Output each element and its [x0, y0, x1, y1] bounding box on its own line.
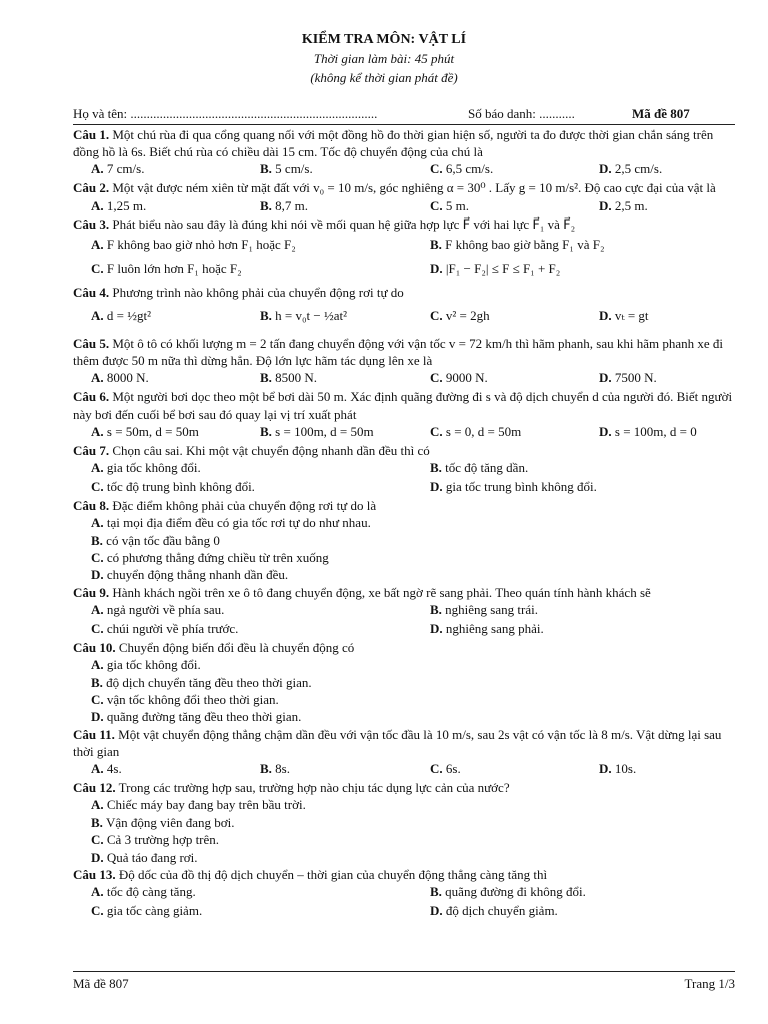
question-stem: Độ dốc của đồ thị độ dịch chuyển – thời gian của chuyển động thẳng càng tăng thì — [118, 866, 548, 882]
option-b: B. F không bao giờ bằng F₁ và F₂ — [430, 236, 605, 252]
option-c: C. có phương thẳng đứng chiều từ trên xuống — [91, 550, 329, 566]
question-stem: Một vật chuyển động thẳng chậm dần đều với vận tốc đầu là 10 m/s, sau 2s vật có vận tốc là 8 m/s. Vật dừng lại sau thời gian — [73, 726, 722, 759]
option-b: B. 8,7 m. — [260, 197, 309, 213]
option-a: A. F không bao giờ nhỏ hơn F₁ hoặc F₂ — [91, 236, 296, 252]
question-label: Câu 9. — [73, 584, 110, 600]
option-c: C. vận tốc không đổi theo thời gian. — [91, 691, 279, 707]
option-b: B. quãng đường đi không đổi. — [430, 884, 586, 900]
option-b: B. 8500 N. — [260, 370, 318, 386]
option-b: B. tốc độ tăng dần. — [430, 460, 529, 476]
option-a: A. s = 50m, d = 50m — [91, 423, 199, 439]
question-stem: Một ô tô có khối lượng m = 2 tấn đang chuyển động với vận tốc v = 72 km/h thì hãm phanh, sau khi hãm phanh xe đi thêm được 50 m nữa thì dừng hẳn. Độ lớn lực hãm tác dụng lên xe là — [73, 336, 724, 369]
option-a: A. ngả người về phía sau. — [91, 602, 225, 617]
student-name-field: Họ và tên: ............................................................................ — [73, 106, 378, 121]
question-label: Câu 6. — [73, 389, 110, 405]
question-stem: Đặc điểm không phải của chuyển động rơi tự do là — [112, 498, 377, 514]
exam-duration: Thời gian làm bài: 45 phút — [313, 51, 455, 66]
option-a: A. Chiếc máy bay đang bay trên bầu trời. — [91, 797, 306, 813]
question-stem: Trong các trường hợp sau, trường hợp nào chịu tác dụng lực cản của nước? — [118, 780, 510, 796]
options-row — [73, 369, 735, 388]
option-b: B. độ dịch chuyển tăng đều theo thời gian. — [91, 674, 312, 690]
page-number: Trang 1/3 — [684, 976, 735, 991]
exam-duration-note: (không kể thời gian phát đề) — [310, 70, 458, 85]
question-label: Câu 13. — [73, 866, 116, 882]
options-row — [73, 160, 735, 179]
question-label: Câu 11. — [73, 726, 115, 742]
option-c: C. s = 0, d = 50m — [430, 423, 522, 439]
option-b: B. s = 100m, d = 50m — [260, 423, 374, 439]
option-d: D. |F₁ − F₂| ≤ F ≤ F₁ + F₂ — [430, 260, 561, 276]
option-d: D. 10s. — [599, 761, 637, 777]
student-info-row — [73, 106, 735, 124]
option-c: C. tốc độ trung bình không đổi. — [91, 479, 255, 495]
question-stem: Hành khách ngồi trên xe ô tô đang chuyển động, xe bất ngờ rẽ sang phải. Theo quán tính hành khách sẽ — [112, 584, 651, 600]
question-stem: Một chú rùa đi qua cổng quang nối với một đồng hồ đo thời gian hiện số, người ta đo được thời gian chắn sáng trên đồng hồ là 6s. Biết chú rùa có chiều dài 15 cm. Tốc độ chuyển động của chú là — [73, 127, 714, 160]
option-d: D. Quả táo đang rơi. — [91, 849, 198, 865]
student-id-field: Số báo danh: ........... — [468, 106, 575, 121]
question-3 — [73, 216, 735, 233]
option-c: C. v² = 2gh — [430, 308, 490, 324]
question-label: Câu 10. — [73, 640, 116, 655]
option-c: C. F luôn lớn hơn F₁ hoặc F₂ — [91, 260, 242, 276]
option-d: D. 2,5 cm/s. — [599, 161, 663, 177]
option-a: A. 7 cm/s. — [91, 161, 145, 177]
option-b: B. 8s. — [260, 761, 290, 777]
option-b: B. h = v₀t − ½at² — [260, 308, 348, 324]
option-d: D. 2,5 m. — [599, 197, 648, 213]
options-row — [73, 760, 735, 779]
question-stem: Một vật được ném xiên từ mặt đất với v₀ = 10 m/s, góc nghiêng α = 30⁰ . Lấy g = 10 m/s². Độ cao cực đại của vật là — [112, 180, 716, 196]
question-label: Câu 7. — [73, 442, 110, 458]
question-label: Câu 12. — [73, 780, 116, 796]
question-label: Câu 1. — [73, 127, 110, 142]
option-a: A. gia tốc không đổi. — [91, 657, 201, 673]
option-b: B. nghiêng sang trái. — [430, 602, 538, 617]
option-c: C. gia tốc càng giảm. — [91, 903, 203, 919]
options-row — [73, 307, 735, 335]
question-stem: Chọn câu sai. Khi một vật chuyển động nhanh dần đều thì có — [112, 442, 430, 458]
option-c: C. 9000 N. — [430, 370, 488, 386]
question-10 — [73, 639, 735, 656]
option-a: A. 4s. — [91, 761, 122, 777]
option-d: D. chuyển động thẳng nhanh dần đều. — [91, 567, 289, 583]
option-a: A. tại mọi địa điểm đều có gia tốc rơi tự do như nhau. — [91, 515, 371, 531]
option-b: B. có vận tốc đầu bằng 0 — [91, 532, 220, 548]
question-stem: Phát biểu nào sau đây là đúng khi nói về mối quan hệ giữa hợp lực F⃗ với hai lực F⃗₁ và F⃗₂ — [112, 216, 576, 232]
question-9 — [73, 584, 735, 601]
option-d: D. gia tốc trung bình không đổi. — [430, 479, 597, 495]
question-stem: Phương trình nào không phải của chuyển động rơi tự do — [112, 284, 404, 300]
question-11 — [73, 726, 735, 760]
option-c: C. 5 m. — [430, 197, 470, 213]
option-d: D. độ dịch chuyển giảm. — [430, 903, 558, 919]
question-8 — [73, 497, 735, 514]
option-d: D. quãng đường tăng đều theo thời gian. — [91, 709, 302, 725]
exam-code: Mã đề 807 — [632, 106, 690, 121]
question-12 — [73, 779, 735, 796]
question-label: Câu 2. — [73, 180, 110, 196]
question-6 — [73, 388, 735, 422]
question-7 — [73, 442, 735, 459]
question-list — [73, 126, 735, 921]
options-row — [73, 902, 735, 921]
options-row — [73, 883, 735, 902]
question-13 — [73, 866, 735, 883]
option-a: A. 8000 N. — [91, 370, 149, 386]
footer-divider — [73, 971, 735, 972]
header-divider — [73, 124, 735, 125]
question-label: Câu 4. — [73, 284, 110, 300]
option-a: A. 1,25 m. — [91, 197, 147, 213]
exam-header — [0, 30, 768, 87]
option-d: D. 7500 N. — [599, 370, 657, 386]
exam-title: KIỂM TRA MÔN: VẬT LÍ — [301, 32, 467, 47]
option-c: C. 6s. — [430, 761, 461, 777]
options-row — [73, 236, 735, 260]
option-a: A. d = ½gt² — [91, 308, 151, 324]
question-stem: Chuyển động biến đổi đều là chuyển động có — [118, 640, 355, 655]
options-row — [73, 478, 735, 497]
question-4 — [73, 284, 735, 301]
options-row — [73, 260, 735, 284]
question-1 — [73, 126, 735, 160]
option-d: D. s = 100m, d = 0 — [599, 423, 697, 439]
question-label: Câu 8. — [73, 498, 110, 514]
options-row — [73, 197, 735, 216]
options-row — [73, 423, 735, 442]
question-2 — [73, 179, 735, 196]
question-label: Câu 5. — [73, 336, 110, 352]
question-label: Câu 3. — [73, 216, 110, 232]
option-c: C. chúi người về phía trước. — [91, 621, 239, 636]
options-row — [73, 601, 735, 620]
option-b: B. 5 cm/s. — [260, 161, 313, 177]
option-a: A. gia tốc không đổi. — [91, 460, 201, 476]
option-d: D. vₜ = gt — [599, 308, 649, 324]
option-c: C. 6,5 cm/s. — [430, 161, 494, 177]
footer-exam-code: Mã đề 807 — [73, 976, 129, 991]
question-5 — [73, 335, 735, 369]
question-stem: Một người bơi dọc theo một bể bơi dài 50 m. Xác định quãng đường đi s và độ dịch chuyển d của người đó. Biết người này bơi đến cuối bể bơi sau đó quay lại vị trí xuất phát — [73, 389, 733, 422]
options-row — [73, 620, 735, 639]
option-b: B. Vận động viên đang bơi. — [91, 814, 235, 830]
option-a: A. tốc độ càng tăng. — [91, 884, 196, 900]
option-c: C. Cả 3 trường hợp trên. — [91, 832, 220, 848]
options-row — [73, 459, 735, 478]
option-d: D. nghiêng sang phải. — [430, 621, 544, 636]
